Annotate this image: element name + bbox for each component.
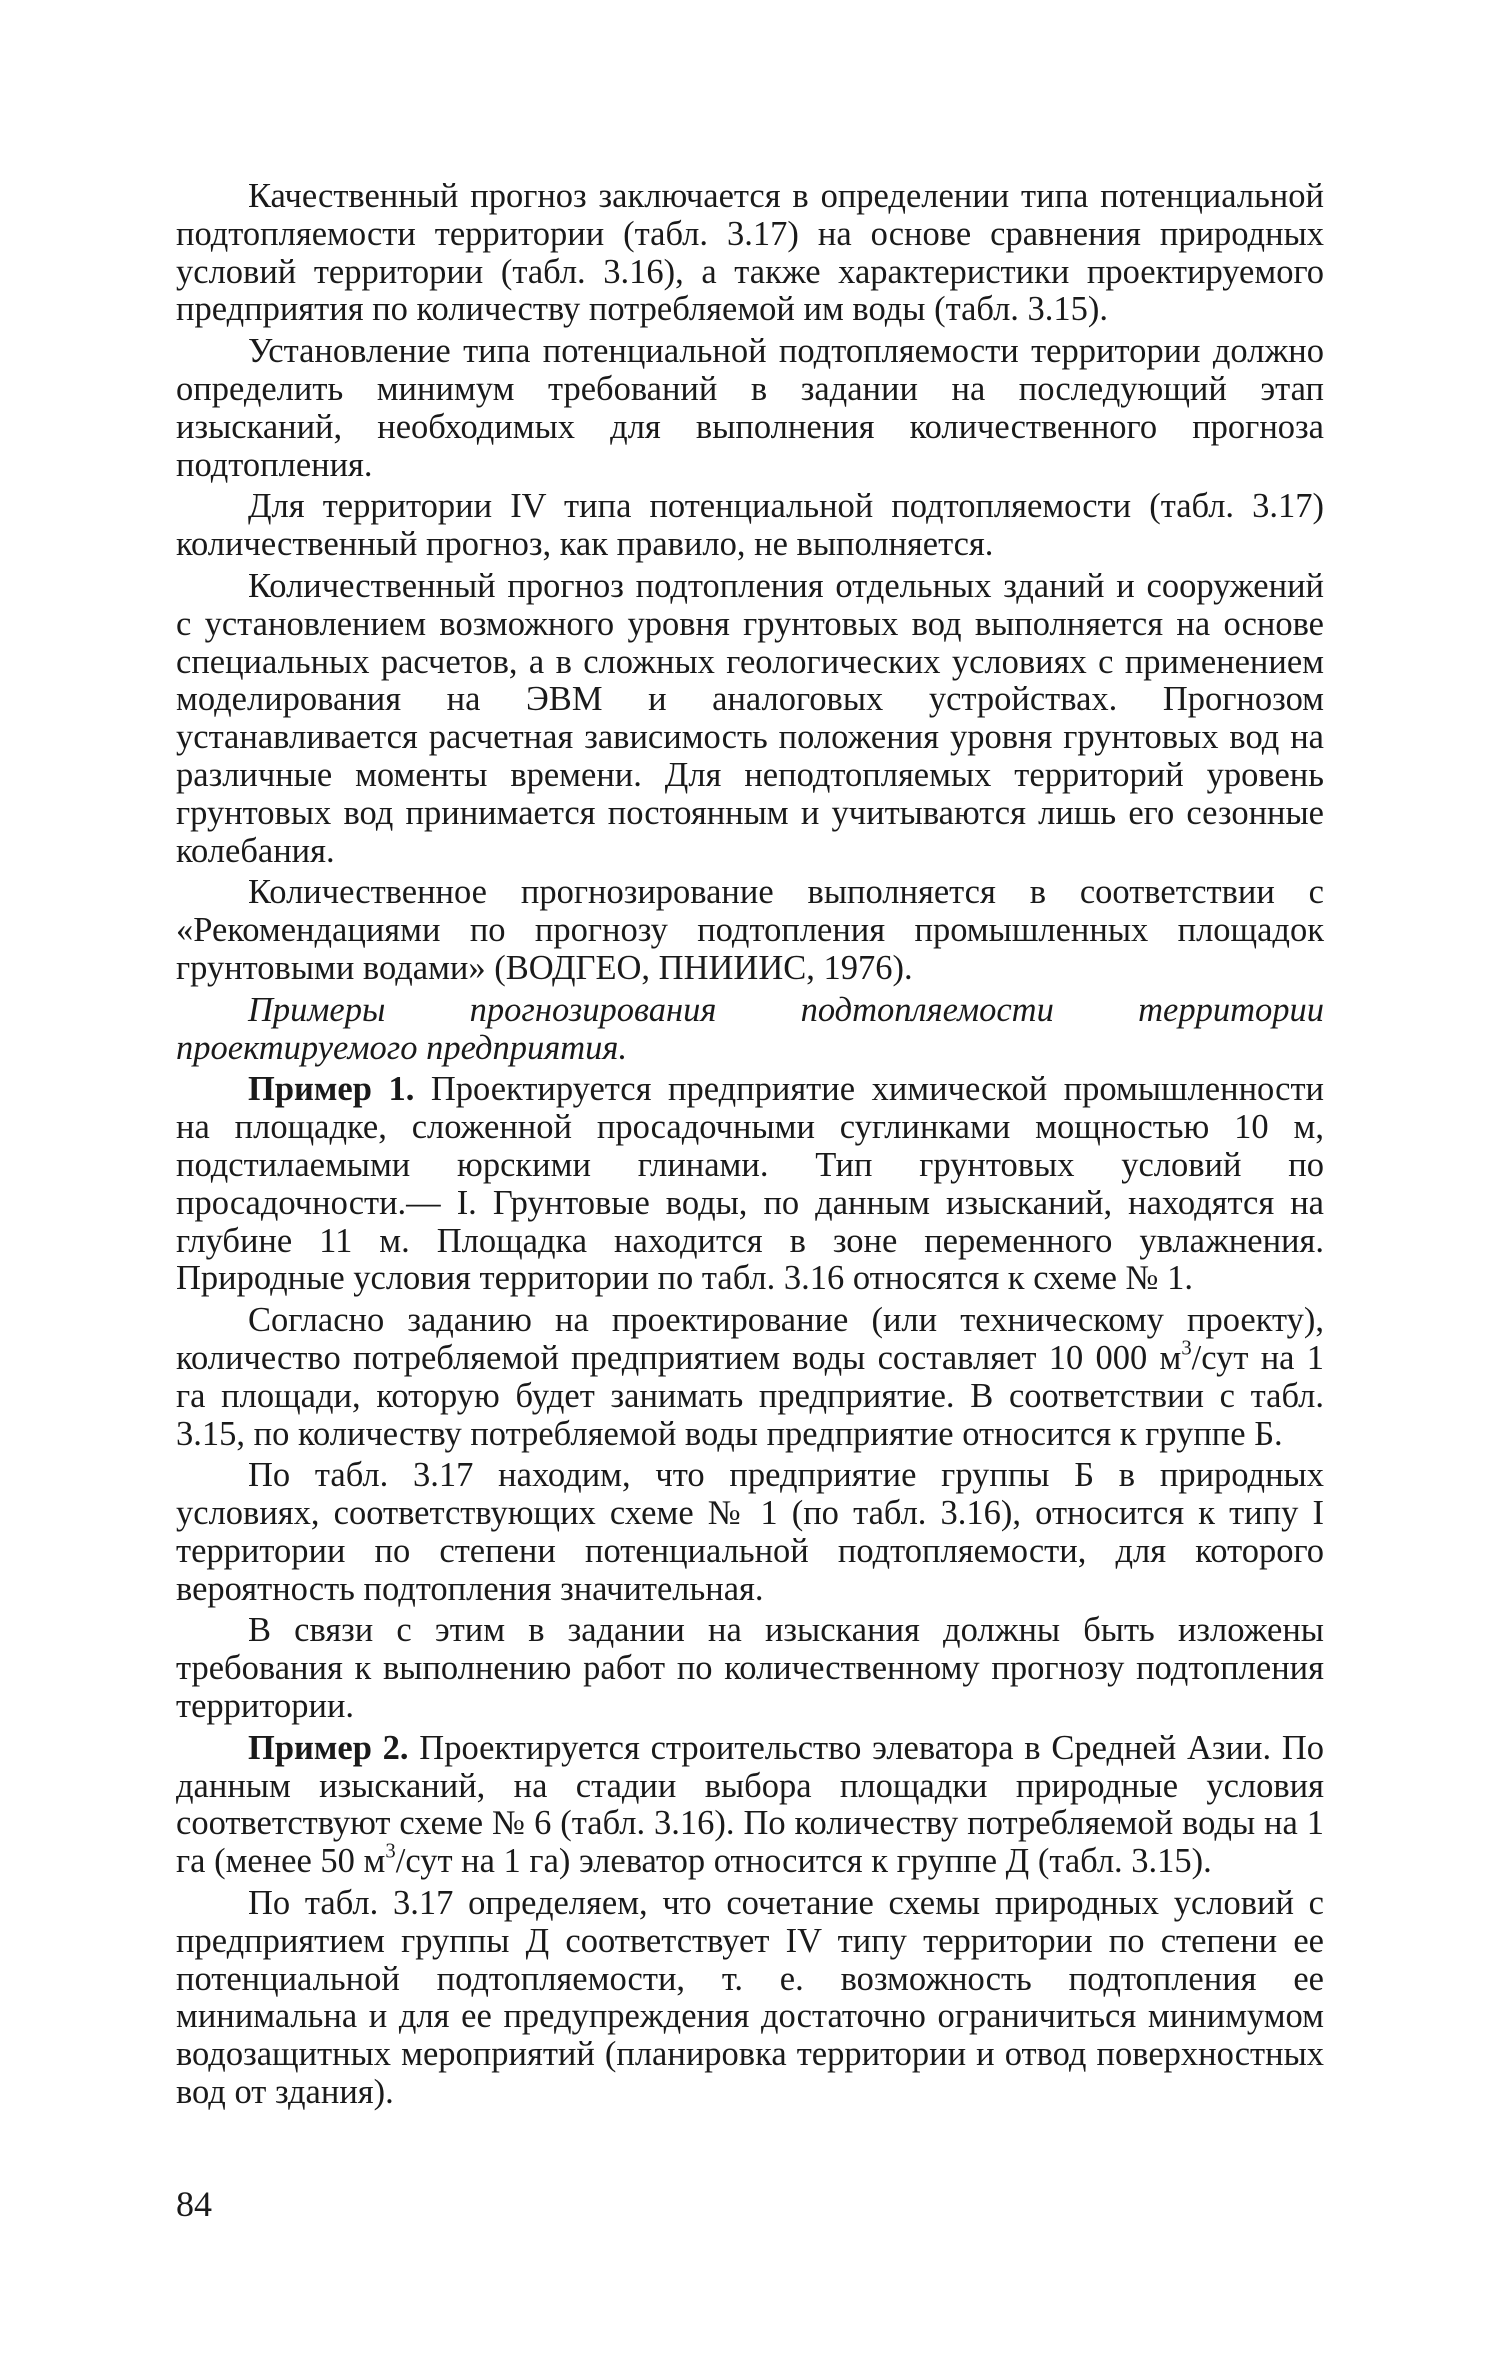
paragraph-example-1 [176,1071,1324,1298]
page-body [176,178,1324,2116]
superscript-cubic: 3 [385,1840,396,1863]
example-1-text: Проектируется предприятие химической промышленности на площадке, сложенной просадочными суглинками мощностью 10 м, подстилаемыми юрскими глинами. Тип грунтовых условий по просадочности.— I. Грунтовые воды, по данным изысканий, находятся на глубине 11 м. Площадка находится в зоне переменного увлажнения. Природные условия территории по табл. 3.16 относятся к схеме № 1. [176,1070,1325,1298]
paragraph-type-iv-territory: Для территории IV типа потенциальной подтопляемости (табл. 3.17) количественный прогноз, как правило, не выполняется. [176,487,1324,564]
paragraph-quantitative-forecasting: Количественное прогнозирование выполняется в соответствии с «Рекомендациями по прогнозу подтопления промышленных площадок грунтовыми водами» (ВОДГЕО, ПНИИИС, 1976). [176,873,1324,987]
example-2-text-after: /сут на 1 га) элеватор относится к группе Д (табл. 3.15). [395,1842,1212,1881]
paragraph-type-establishment: Установление типа потенциальной подтопляемости территории должно определить минимум требований в задании на последующий этап изысканий, необходимых для выполнения количественного прогноза подтопления. [176,332,1324,484]
example-2-label: Пример 2. [248,1728,409,1767]
example-1-label: Пример 1. [248,1070,415,1109]
paragraph-survey-requirements: В связи с этим в задании на изыскания должны быть изложены требования к выполнению работ по количественному прогнозу подтопления территории. [176,1611,1324,1726]
paragraph-example-2 [176,1730,1324,1881]
design-assignment-text-after: /сут на 1 га площади, которую будет занимать предприятие. В соответствии с табл. 3.15, по количеству потребляемой воды предприятие относится к группе Б. [176,1338,1324,1453]
paragraph-group-d-result: По табл. 3.17 определяем, что сочетание схемы природных условий с предприятием группы Д соответствует IV типу территории по степени ее потенциальной подтопляемости, т. е. возможность подтопления ее минимальна и для ее предупреждения достаточно ограничиться минимумом водозащитных мероприятий (планировка территории и отвод поверхностных вод от здания). [176,1884,1324,2112]
example-2-text-before: Проектируется строительство элеватора в Средней Азии. По данным изысканий, на стадии выбора площадки природные условия соответствуют схеме № 6 (табл. 3.16). По количеству потребляемой воды на 1 га (менее 50 м [176,1728,1325,1881]
section-heading-examples: Примеры прогнозирования подтопляемости территории проектируемого предприятия. [176,990,1324,1067]
design-assignment-text-before: Согласно заданию на проектирование (или техническому проекту), количество потребляемой предприятием воды составляет 10 000 м [176,1301,1324,1377]
paragraph-quantitative-forecast: Количественный прогноз подтопления отдельных зданий и сооружений с установлением возможного уровня грунтовых вод выполняется на основе специальных расчетов, а в сложных геологических условиях с применением моделирования на ЭВМ и аналоговых устройствах. Прогнозом устанавливается расчетная зависимость положения уровня грунтовых вод на различные моменты времени. Для неподтопляемых территорий уровень грунтовых вод принимается постоянным и учитываются лишь его сезонные колебания. [176,566,1324,870]
page-number: 84 [176,2184,212,2224]
paragraph-group-b-result: По табл. 3.17 находим, что предприятие группы Б в природных условиях, соответствующих схеме № 1 (по табл. 3.16), относится к типу I территории по степени потенциальной подтопляемости, для которого вероятность подтопления значительная. [176,1456,1324,1608]
paragraph-qualitative-forecast: Качественный прогноз заключается в определении типа потенциальной подтопляемости территории (табл. 3.17) на основе сравнения природных условий территории (табл. 3.16), а также характеристики проектируемого предприятия по количеству потребляемой им воды (табл. 3.15). [176,177,1324,329]
paragraph-design-assignment [176,1302,1324,1453]
superscript-cubic: 3 [1181,1337,1192,1360]
